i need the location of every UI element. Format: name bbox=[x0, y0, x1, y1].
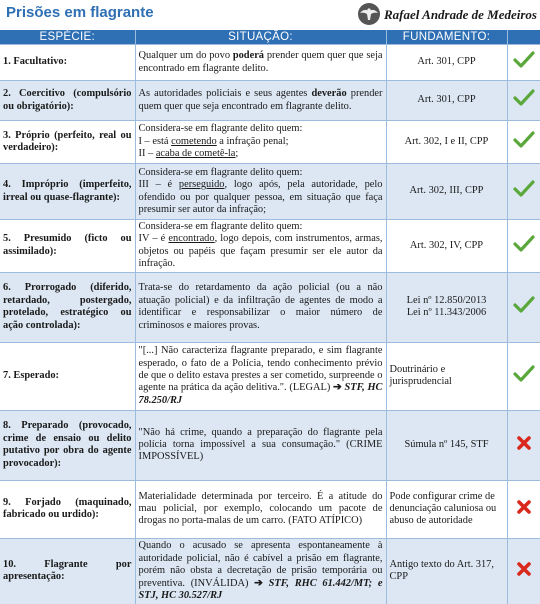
table-row bbox=[0, 121, 540, 164]
cross-icon bbox=[516, 499, 532, 515]
table-row bbox=[0, 220, 540, 273]
check-icon bbox=[513, 131, 535, 149]
cross-icon bbox=[516, 561, 532, 577]
fundamento-cell: Art. 302, I e II, CPP bbox=[386, 121, 507, 164]
fundamento-cell: Lei nº 12.850/2013 Lei nº 11.343/2006 bbox=[386, 272, 507, 342]
situacao-cell: "Não há crime, quando a preparação do flagrante pela polícia torna impossível a sua consumação." (CRIME IMPOSSÍVEL) bbox=[135, 410, 386, 480]
situacao-cell: Considera-se em flagrante delito quem: III – é perseguido, logo após, pela autoridade, pelo ofendido ou por qualquer pessoa, em situação que faça presumir ser autor da infração; bbox=[135, 164, 386, 220]
status-cell bbox=[507, 121, 540, 164]
especie-cell: 5. Presumido (ficto ou assimilado): bbox=[0, 220, 135, 273]
fundamento-cell: Antigo texto do Art. 317, CPP bbox=[386, 538, 507, 604]
fundamento-cell: Art. 301, CPP bbox=[386, 81, 507, 121]
status-cell bbox=[507, 342, 540, 410]
especie-cell: 9. Forjado (maquinado, fabricado ou urdido): bbox=[0, 480, 135, 538]
especie-cell: 7. Esperado: bbox=[0, 342, 135, 410]
table-row bbox=[0, 410, 540, 480]
page-header bbox=[0, 0, 540, 30]
status-cell bbox=[507, 220, 540, 273]
situacao-cell: Quando o acusado se apresenta espontaneamente à autoridade policial, não é cabível a prisão em flagrante, porém não obsta a decretação de prisão temporária ou preventiva. (INVÁLIDA) ➔ STF, RHC 61.442/MT; e STJ, HC 30.527/RJ bbox=[135, 538, 386, 604]
author-name: Rafael Andrade de Medeiros bbox=[384, 7, 537, 22]
check-icon bbox=[513, 296, 535, 314]
situacao-cell: Trata-se do retardamento da ação policial (ou a não atuação policial) e da infiltração de agentes de modo a identificar e responsabilizar o maior número de criminosos e maiores provas. bbox=[135, 272, 386, 342]
table-row bbox=[0, 272, 540, 342]
status-cell bbox=[507, 45, 540, 81]
check-icon bbox=[513, 365, 535, 383]
especie-cell: 4. Impróprio (imperfeito, irreal ou quase-flagrante): bbox=[0, 164, 135, 220]
fundamento-cell: Art. 301, CPP bbox=[386, 45, 507, 81]
page-title: Prisões em flagrante bbox=[6, 4, 154, 21]
status-cell bbox=[507, 81, 540, 121]
table-row bbox=[0, 538, 540, 604]
table-row bbox=[0, 81, 540, 121]
eagle-logo-icon bbox=[357, 2, 381, 26]
check-icon bbox=[513, 180, 535, 198]
situacao-cell: Qualquer um do povo poderá prender quem quer que seja encontrado em flagrante delito. bbox=[135, 45, 386, 81]
status-cell bbox=[507, 164, 540, 220]
status-cell bbox=[507, 538, 540, 604]
header-status bbox=[507, 30, 540, 45]
table-row bbox=[0, 45, 540, 81]
check-icon bbox=[513, 235, 535, 253]
flagrante-table bbox=[0, 30, 540, 604]
table-row bbox=[0, 480, 540, 538]
status-cell bbox=[507, 410, 540, 480]
table-row bbox=[0, 342, 540, 410]
status-cell bbox=[507, 272, 540, 342]
especie-cell: 6. Prorrogado (diferido, retardado, postergado, protelado, estratégico ou ação controlada): bbox=[0, 272, 135, 342]
status-cell bbox=[507, 480, 540, 538]
situacao-cell: Considera-se em flagrante delito quem: I – está cometendo a infração penal; II – acaba de cometê-la; bbox=[135, 121, 386, 164]
especie-cell: 3. Próprio (perfeito, real ou verdadeiro): bbox=[0, 121, 135, 164]
header-especie: ESPÉCIE: bbox=[0, 30, 135, 45]
cross-icon bbox=[516, 435, 532, 451]
header-fundamento: FUNDAMENTO: bbox=[386, 30, 507, 45]
fundamento-cell: Súmula nº 145, STF bbox=[386, 410, 507, 480]
situacao-cell: "[...] Não caracteriza flagrante preparado, e sim flagrante esperado, o fato de a Polícia, tendo conhecimento prévio de que o delito estava prestes a ser cometido, surpreende o agente na prática da ação delitiva.". (LEGAL) ➔ STF, HC 78.250/RJ bbox=[135, 342, 386, 410]
check-icon bbox=[513, 51, 535, 69]
header-situacao: SITUAÇÃO: bbox=[135, 30, 386, 45]
fundamento-cell: Art. 302, IV, CPP bbox=[386, 220, 507, 273]
especie-cell: 2. Coercitivo (compulsório ou obrigatório): bbox=[0, 81, 135, 121]
fundamento-cell: Pode configurar crime de denunciação caluniosa ou abuso de autoridade bbox=[386, 480, 507, 538]
especie-cell: 8. Preparado (provocado, crime de ensaio ou delito putativo por obra do agente provocador): bbox=[0, 410, 135, 480]
fundamento-cell: Doutrinário e jurisprudencial bbox=[386, 342, 507, 410]
situacao-cell: Considera-se em flagrante delito quem: IV – é encontrado, logo depois, com instrumentos, armas, objetos ou papéis que façam presumir ser ele autor da infração. bbox=[135, 220, 386, 273]
situacao-cell: Materialidade determinada por terceiro. É a atitude do mau policial, por exemplo, colocando um pacote de drogas no porta-malas de um carro. (FATO ATÍPICO) bbox=[135, 480, 386, 538]
check-icon bbox=[513, 89, 535, 107]
table-header-row bbox=[0, 30, 540, 45]
especie-cell: 10. Flagrante por apresentação: bbox=[0, 538, 135, 604]
fundamento-cell: Art. 302, III, CPP bbox=[386, 164, 507, 220]
situacao-cell: As autoridades policiais e seus agentes deverão prender quem quer que seja encontrado em flagrante delito. bbox=[135, 81, 386, 121]
table-row bbox=[0, 164, 540, 220]
especie-cell: 1. Facultativo: bbox=[0, 45, 135, 81]
